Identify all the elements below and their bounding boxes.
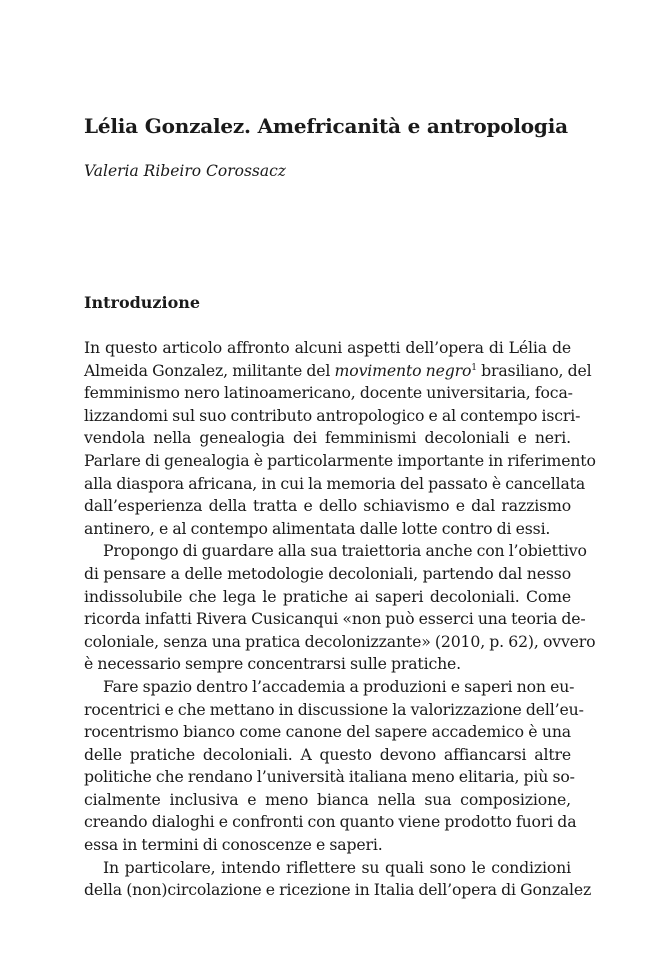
body-text (84, 337, 596, 902)
text-line: Parlare di genealogia è particolarmente importante in riferimento (84, 450, 596, 470)
text-line: In particolare, intendo riflettere su quali sono le condizioni (103, 857, 571, 877)
text-line: rocentrismo bianco come canone del sapere accademico è una (84, 722, 571, 742)
section-heading: Introduzione (84, 293, 201, 312)
text-line: lizzandomi sul suo contributo antropologico e al contempo iscri- (84, 405, 581, 425)
text-line: Propongo di guardare alla sua traiettoria anche con l’obiettivo (103, 541, 587, 561)
text-line: è necessario sempre concentrarsi sulle pratiche. (84, 654, 462, 674)
paragraph (84, 337, 596, 540)
text-line: dall’esperienza della tratta e dello schiavismo e dal razzismo (84, 496, 571, 516)
text-line: della (non)circolazione e ricezione in Italia dell’opera di Gonzalez (84, 880, 592, 900)
paragraph (84, 676, 584, 857)
text-line: antinero, e al contempo alimentata dalle lotte contro di essi. (84, 518, 551, 538)
emphasized-term: movimento negro (334, 360, 472, 380)
text-segment: Almeida Gonzalez, militante del (84, 360, 335, 380)
text-line: rocentrici e che mettano in discussione la valorizzazione dell’eu- (84, 699, 584, 719)
article-author: Valeria Ribeiro Corossacz (84, 162, 286, 180)
paragraph (84, 857, 592, 902)
text-line: coloniale, senza una pratica decolonizzante» (2010, p. 62), ovvero (84, 631, 596, 651)
text-line: creando dialoghi e confronti con quanto viene prodotto fuori da (84, 812, 577, 832)
text-line: alla diaspora africana, in cui la memoria del passato è cancellata (84, 473, 586, 493)
text-line: politiche che rendano l’università italiana meno elitaria, più so- (84, 767, 575, 787)
text-line: essa in termini di conoscenze e saperi. (84, 835, 383, 855)
text-line: femminismo nero latinoamericano, docente universitaria, foca- (84, 383, 573, 403)
text-line: In questo articolo affronto alcuni aspetti dell’opera di Lélia de (84, 338, 571, 357)
text-segment: brasiliano, del (476, 360, 592, 380)
text-line: ricorda infatti Rivera Cusicanqui «non può esserci una teoria de- (84, 609, 586, 629)
paragraph (84, 540, 596, 676)
text-line: vendola nella genealogia dei femminismi decoloniali e neri. (84, 428, 571, 448)
text-line: cialmente inclusiva e meno bianca nella sua composizione, (84, 789, 571, 809)
article-title: Lélia Gonzalez. Amefricanità e antropologia (84, 114, 568, 138)
text-line: indissolubile che lega le pratiche ai saperi decoloniali. Come (84, 586, 571, 606)
text-line: delle pratiche decoloniali. A questo devono affiancarsi altre (84, 744, 571, 764)
text-line (84, 360, 592, 383)
footnote-marker[interactable]: 1 (471, 362, 477, 373)
text-line: Fare spazio dentro l’accademia a produzioni e saperi non eu- (103, 676, 575, 696)
text-line: di pensare a delle metodologie decoloniali, partendo dal nesso (84, 563, 571, 583)
